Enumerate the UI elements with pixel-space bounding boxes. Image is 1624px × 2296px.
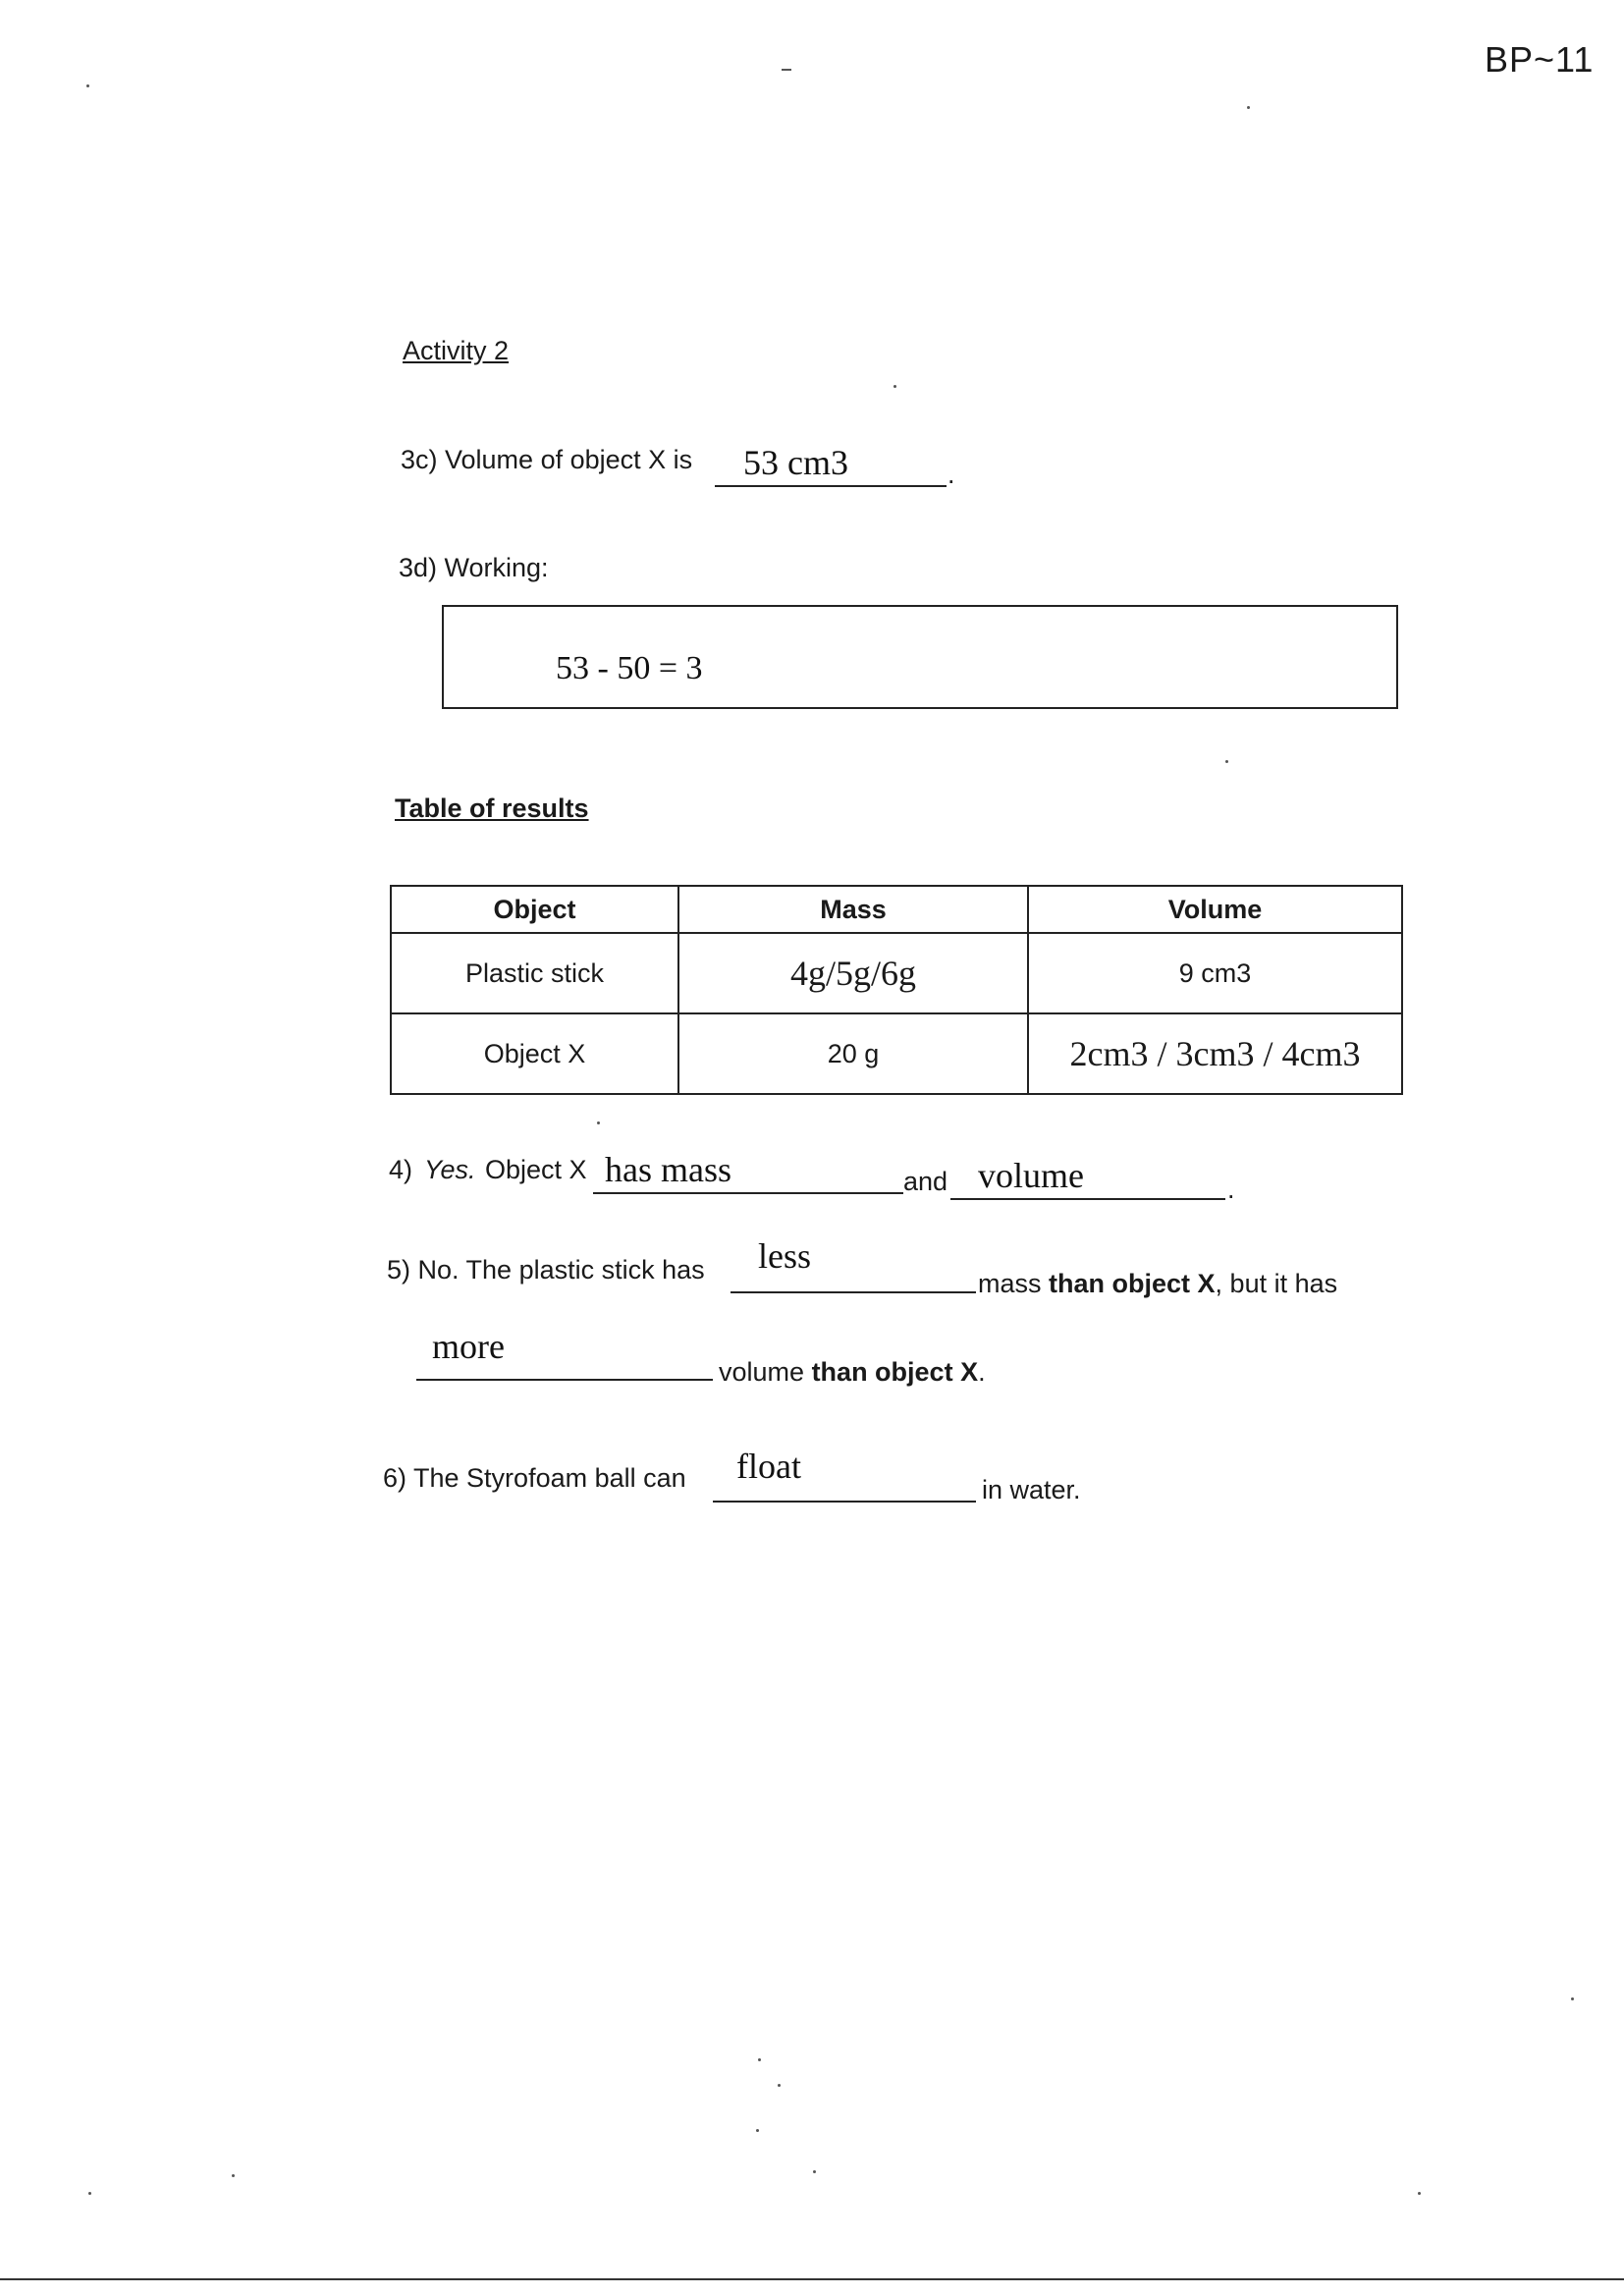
- q5-tail-bold: than object X: [811, 1357, 979, 1387]
- page-number: BP~11: [1485, 39, 1595, 80]
- q5-answer1-line: [731, 1291, 976, 1293]
- q6-answer: float: [736, 1447, 801, 1486]
- q5-tail-plain: volume: [719, 1357, 805, 1387]
- q4-number: 4): [389, 1155, 413, 1184]
- q3c-answer-line: [715, 485, 947, 487]
- q5-lead: 5) No. The plastic stick has: [387, 1255, 705, 1285]
- row-mass: 4g/5g/6g: [678, 933, 1028, 1013]
- results-table: [390, 885, 1403, 1095]
- q5-answer1: less: [758, 1236, 811, 1276]
- q4-yes: Yes.: [424, 1155, 476, 1184]
- results-heading: Table of results: [395, 793, 589, 823]
- q4-answer1: has mass: [605, 1150, 731, 1189]
- table-header-row: [391, 886, 1402, 933]
- q3d-prompt: 3d) Working:: [399, 553, 549, 582]
- q4-answer2: volume: [978, 1156, 1084, 1195]
- q4-period: .: [1227, 1175, 1235, 1204]
- table-row: [391, 933, 1402, 1013]
- row-volume: 2cm3 / 3cm3 / 4cm3: [1028, 1013, 1402, 1094]
- row-volume: 9 cm3: [1028, 933, 1402, 1013]
- q5-answer2-line: [416, 1379, 713, 1381]
- working-text: 53 - 50 = 3: [556, 650, 703, 686]
- q3c-answer: 53 cm3: [743, 443, 848, 482]
- q5-mid-tail: , but it has: [1215, 1269, 1338, 1298]
- q4-and: and: [903, 1167, 948, 1196]
- q5-answer2: more: [432, 1327, 505, 1366]
- bottom-rule: [0, 2278, 1624, 2280]
- q4-lead: Object X: [485, 1155, 587, 1184]
- q3c-period: .: [947, 460, 955, 489]
- column-header-volume: Volume: [1028, 886, 1402, 933]
- q5-mid: [978, 1269, 1337, 1299]
- q6-lead: 6) The Styrofoam ball can: [383, 1463, 686, 1493]
- q4-answer1-line: [593, 1192, 903, 1194]
- q3c-prompt: 3c) Volume of object X is: [401, 445, 693, 474]
- q5-mid-plain: mass: [978, 1269, 1042, 1298]
- row-object: Object X: [391, 1013, 678, 1094]
- q5-mid-bold: than object X: [1049, 1269, 1216, 1298]
- q4-answer2-line: [950, 1198, 1225, 1200]
- column-header-mass: Mass: [678, 886, 1028, 933]
- row-mass: 20 g: [678, 1013, 1028, 1094]
- q5-tail: [719, 1357, 986, 1388]
- column-header-object: Object: [391, 886, 678, 933]
- q6-answer-line: [713, 1501, 976, 1503]
- q6-tail: in water.: [982, 1475, 1081, 1504]
- table-row: [391, 1013, 1402, 1094]
- row-object: Plastic stick: [391, 933, 678, 1013]
- q5-period: .: [978, 1357, 986, 1387]
- activity-heading: Activity 2: [403, 336, 510, 365]
